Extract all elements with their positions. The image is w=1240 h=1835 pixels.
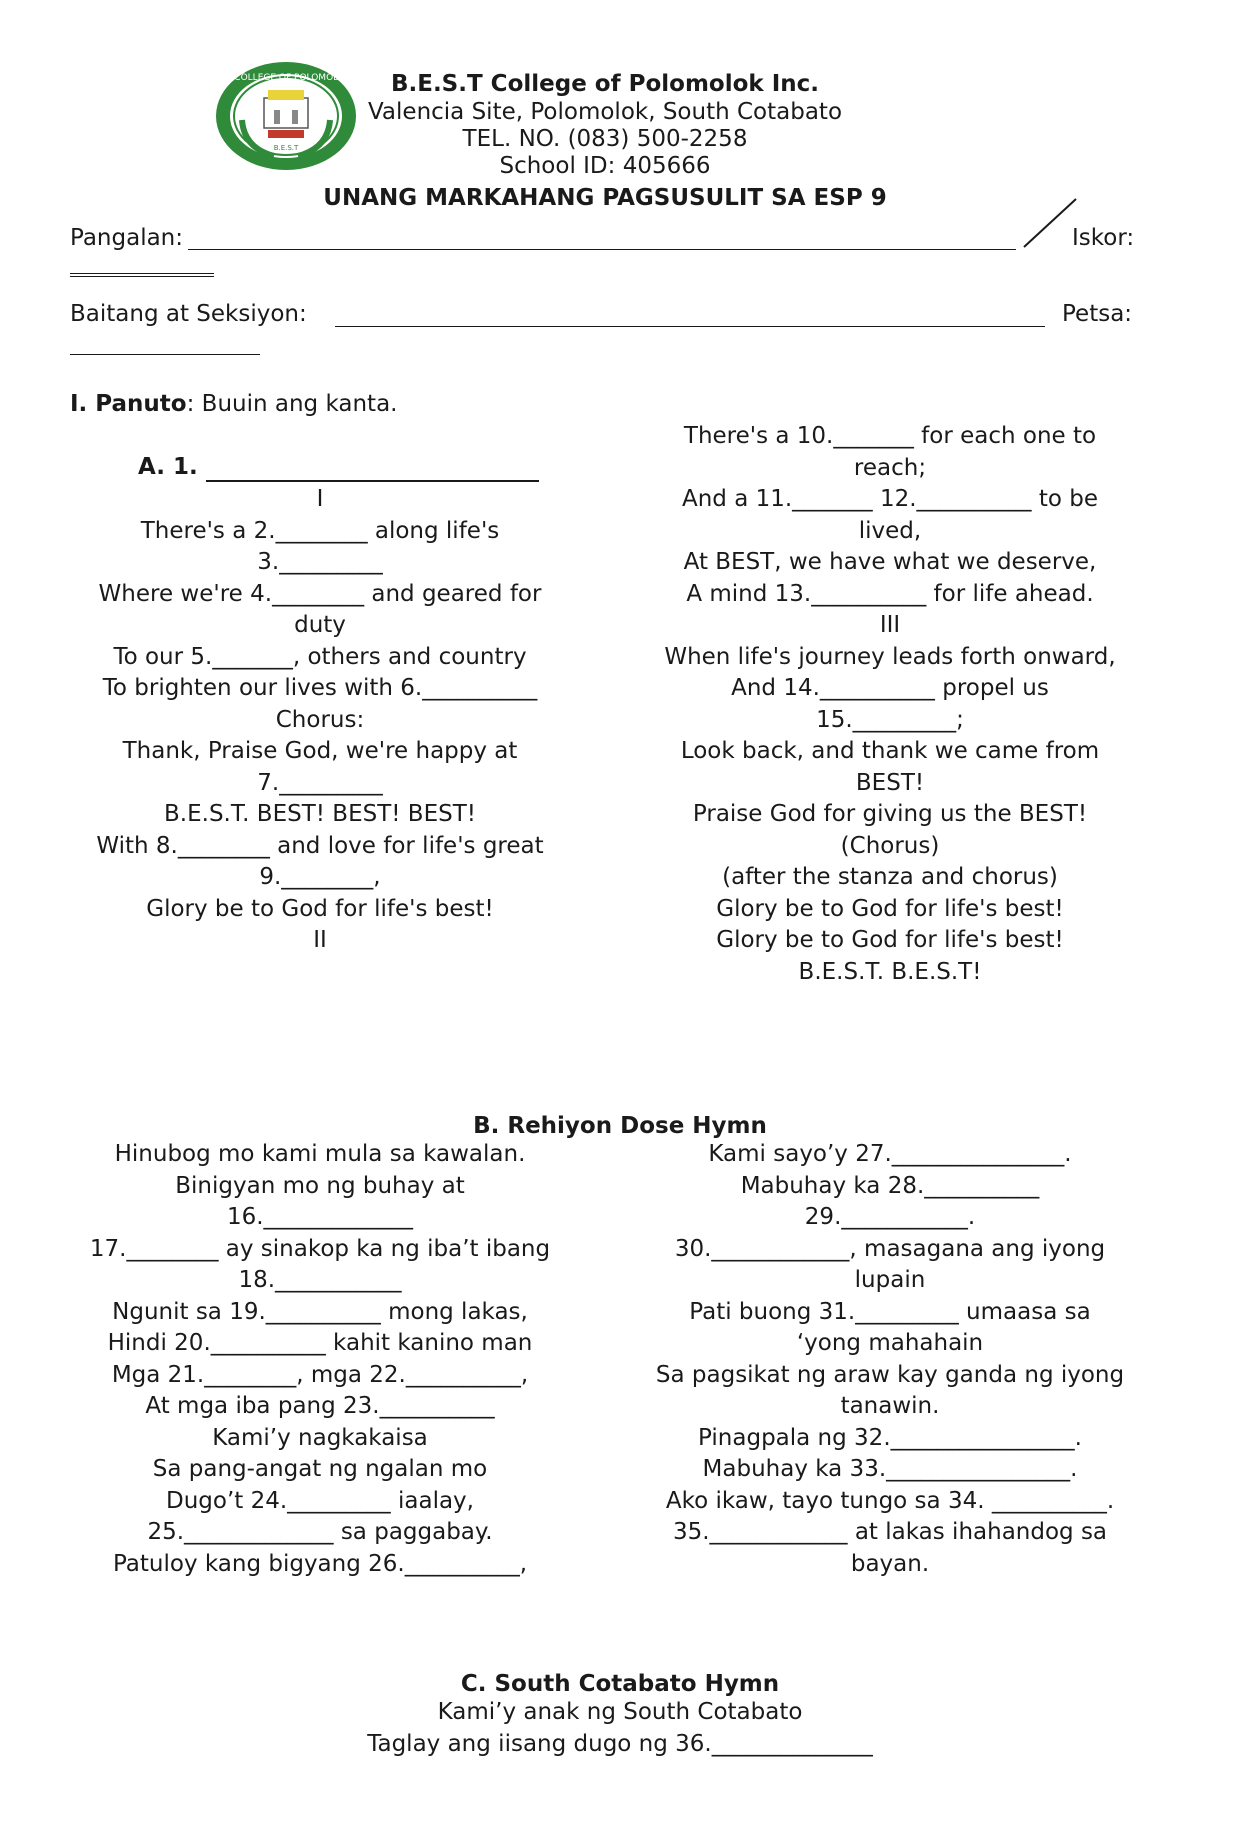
school-address: Valencia Site, Polomolok, South Cotabato — [367, 99, 843, 125]
lyric-line: There's a 2.________ along life's — [140, 517, 500, 544]
instructions-label: I. Panuto — [70, 391, 187, 417]
lyric-line: Mga 21.________, mga 22.__________, — [111, 1361, 529, 1388]
instructions-text: : Buuin ang kanta. — [186, 391, 398, 417]
lyric-line: 25._____________ sa paggabay. — [147, 1519, 493, 1545]
lyric-line: 15._________; — [816, 706, 964, 733]
ribbon-shape — [268, 130, 304, 138]
lyric-line: bayan. — [850, 1550, 930, 1577]
lyric-line: reach; — [853, 454, 927, 481]
part-a-left-column — [70, 484, 570, 957]
lyric-line: Chorus: — [275, 706, 365, 733]
lyric-line: Ako ikaw, tayo tungo sa 34. __________. — [665, 1487, 1115, 1514]
lyric-line: To brighten our lives with 6.__________ — [102, 675, 538, 701]
seal-outer-text: B.E.S.T COLLEGE OF POLOMOLOK INC. — [199, 73, 373, 83]
lyric-line: Binigyan mo ng buhay at — [175, 1172, 465, 1199]
lyric-line: To our 5._______, others and country — [113, 643, 527, 670]
lyric-line: At BEST, we have what we deserve, — [683, 549, 1097, 575]
lyric-line: Glory be to God for life's best! — [716, 927, 1064, 953]
lyric-line: Mabuhay ka 33.________________. — [702, 1456, 1078, 1482]
instructions — [70, 391, 397, 417]
grade-section-field[interactable] — [335, 326, 1045, 327]
lyric-line: 30.____________, masagana ang iyong — [674, 1235, 1106, 1262]
part-c-title: C. South Cotabato Hymn — [460, 1671, 780, 1697]
song-title-blank[interactable] — [206, 480, 539, 482]
lyric-line: III — [879, 612, 901, 638]
school-name: B.E.S.T College of Polomolok Inc. — [390, 71, 820, 97]
name-field[interactable] — [188, 249, 1016, 250]
lyric-line: At mga iba pang 23.__________ — [145, 1393, 495, 1419]
school-tel: TEL. NO. (083) 500-2258 — [462, 126, 748, 152]
lyric-line: 16._____________ — [226, 1204, 414, 1230]
lyric-line: Praise God for giving us the BEST! — [692, 801, 1088, 827]
lyric-line: lupain — [854, 1267, 926, 1293]
lyric-line: With 8.________ and love for life's great — [96, 832, 544, 859]
lyric-line: 29.___________. — [804, 1204, 976, 1230]
date-field[interactable] — [70, 354, 260, 355]
lyric-line: 18.___________ — [238, 1267, 402, 1293]
window-icon — [274, 110, 280, 124]
lyric-line: Taglay ang iisang dugo ng 36.______________ — [367, 1730, 873, 1757]
lyric-line: B.E.S.T. BEST! BEST! BEST! — [164, 801, 476, 827]
lyric-line: A mind 13.__________ for life ahead. — [686, 580, 1094, 607]
lyric-line: 35.____________ at lakas ihahandog sa — [672, 1519, 1108, 1545]
lyric-line: Where we're 4.________ and geared for — [98, 580, 542, 607]
school-id: School ID: 405666 — [499, 153, 711, 179]
lyric-line: Pinagpala ng 32.________________. — [698, 1424, 1082, 1451]
part-b-right-column — [635, 1139, 1145, 1580]
lyric-line: Look back, and thank we came from — [680, 738, 1100, 764]
lyric-line: Sa pang-angat ng ngalan mo — [152, 1456, 488, 1482]
lyric-line: There's a 10._______ for each one to — [683, 423, 1097, 449]
lyric-line: And a 11._______ 12.__________ to be — [681, 486, 1099, 512]
score-field[interactable] — [70, 273, 214, 277]
lyric-line: (after the stanza and chorus) — [722, 864, 1058, 890]
lyric-line: Glory be to God for life's best! — [146, 895, 494, 922]
part-b-title: B. Rehiyon Dose Hymn — [473, 1113, 767, 1139]
part-b-left-column — [70, 1139, 570, 1580]
lyric-line: Kami sayo’y 27._______________. — [708, 1141, 1072, 1167]
seal-inner-text: B.E.S.T — [273, 144, 299, 152]
lyric-line: (Chorus) — [840, 832, 940, 859]
lyric-line: Kami’y anak ng South Cotabato — [437, 1699, 803, 1725]
lyric-line: Mabuhay ka 28.__________ — [740, 1172, 1040, 1199]
lyric-line: Ngunit sa 19.__________ mong lakas, — [112, 1298, 528, 1325]
lyric-line: B.E.S.T. B.E.S.T! — [798, 958, 982, 985]
lyric-line: lived, — [858, 517, 922, 544]
part-a-right-column — [635, 421, 1145, 988]
lyric-line: Sa pagsikat ng araw kay ganda ng iyong — [655, 1361, 1125, 1388]
lyric-line: Hindi 20.__________ kahit kanino man — [107, 1330, 533, 1356]
part-a-heading: A. 1. — [138, 454, 198, 480]
lyric-line: tanawin. — [840, 1393, 940, 1419]
lyric-line: 9.________, — [259, 864, 381, 890]
lyric-line: When life's journey leads forth onward, — [664, 643, 1116, 670]
lyric-line: 7._________ — [257, 769, 383, 796]
banner-shape — [268, 90, 304, 100]
exam-title: UNANG MARKAHANG PAGSUSULIT SA ESP 9 — [323, 185, 887, 211]
score-slash-icon — [1020, 195, 1080, 251]
lyric-line: Pati buong 31._________ umaasa sa — [689, 1298, 1091, 1325]
lyric-line: II — [313, 927, 327, 953]
lyric-line: BEST! — [855, 769, 925, 796]
lyric-line: I — [316, 486, 324, 512]
lyric-line: Kami’y nagkakaisa — [212, 1424, 428, 1451]
lyric-line: 17.________ ay sinakop ka ng iba’t ibang — [89, 1235, 551, 1262]
lyric-line: 3._________ — [257, 549, 383, 575]
lyric-line: ‘yong mahahain — [796, 1330, 984, 1356]
date-label: Petsa: — [1062, 301, 1133, 327]
lyric-line: And 14.__________ propel us — [731, 675, 1049, 701]
window-icon — [292, 110, 298, 124]
score-label: Iskor: — [1072, 225, 1135, 251]
lyric-line: Hinubog mo kami mula sa kawalan. — [114, 1141, 526, 1167]
lyric-line: Thank, Praise God, we're happy at — [122, 738, 518, 764]
lyric-line: Glory be to God for life's best! — [716, 895, 1064, 922]
lyric-line: duty — [294, 612, 346, 638]
lyric-line: Dugo’t 24._________ iaalay, — [166, 1487, 474, 1514]
lyric-line: Patuloy kang bigyang 26.__________, — [112, 1550, 528, 1577]
part-c-lyrics — [0, 1697, 1240, 1760]
name-label: Pangalan: — [70, 225, 184, 251]
grade-section-label: Baitang at Seksiyon: — [70, 301, 307, 327]
